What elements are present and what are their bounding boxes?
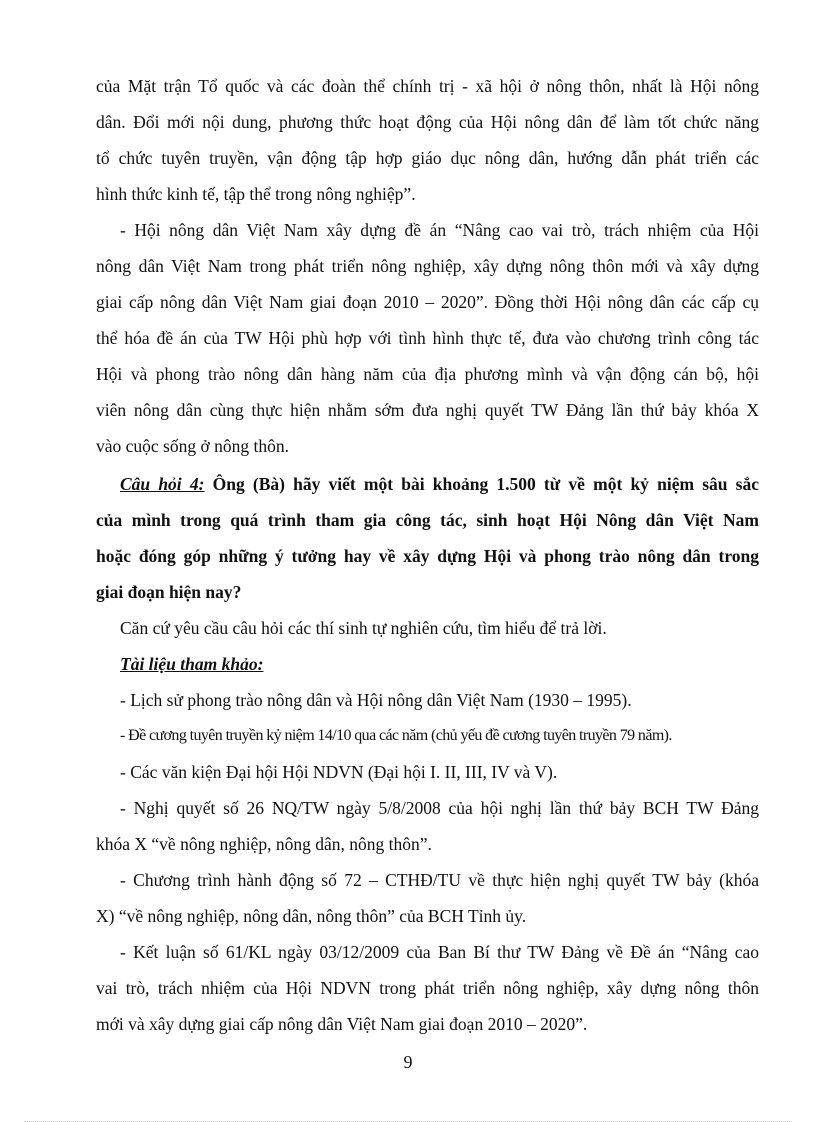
paragraph-line: dân. Đổi mới nội dung, phương thức hoạt động của Hội nông dân để làm tốt chức năng <box>96 112 759 132</box>
reference-item: - Nghị quyết số 26 NQ/TW ngày 5/8/2008 của hội nghị lần thứ bảy BCH TW Đảng <box>120 798 759 818</box>
answer-instruction: Căn cứ yêu cầu câu hỏi các thí sinh tự nghiên cứu, tìm hiểu để trả lời. <box>120 618 607 638</box>
reference-item: mới và xây dựng giai cấp nông dân Việt Nam giai đoạn 2010 – 2020”. <box>96 1014 588 1034</box>
paragraph-line: - Hội nông dân Việt Nam xây dựng đề án “Nâng cao vai trò, trách nhiệm của Hội <box>120 220 759 240</box>
paragraph-line: nông dân Việt Nam trong phát triển nông nghiệp, xây dựng nông thôn mới và xây dựng <box>96 256 759 276</box>
paragraph-line: thể hóa đề án của TW Hội phù hợp với tình hình thực tế, đưa vào chương trình công tác <box>96 328 759 348</box>
reference-item: - Các văn kiện Đại hội Hội NDVN (Đại hội I. II, III, IV và V). <box>120 762 558 782</box>
paragraph-line: hình thức kinh tế, tập thể trong nông nghiệp”. <box>96 184 416 204</box>
reference-item: - Chương trình hành động số 72 – CTHĐ/TU về thực hiện nghị quyết TW bảy (khóa <box>120 870 759 890</box>
reference-item: khóa X “về nông nghiệp, nông dân, nông thôn”. <box>96 834 432 854</box>
paragraph-line: Hội và phong trào nông dân hàng năm của địa phương mình và vận động cán bộ, hội <box>96 364 759 384</box>
question-text: Ông (Bà) hãy viết một bài khoảng 1.500 từ về một kỷ niệm sâu sắc <box>204 474 760 494</box>
paragraph-line: vào cuộc sống ở nông thôn. <box>96 436 289 456</box>
reference-item: vai trò, trách nhiệm của Hội NDVN trong phát triển nông nghiệp, xây dựng nông thôn <box>96 978 759 998</box>
reference-item: - Lịch sử phong trào nông dân và Hội nông dân Việt Nam (1930 – 1995). <box>120 690 632 710</box>
paragraph-line: tổ chức tuyên truyền, vận động tập hợp giáo dục nông dân, hướng dẫn phát triển các <box>96 148 759 168</box>
references-heading: Tài liệu tham khảo: <box>120 654 264 674</box>
question-line <box>120 472 759 496</box>
question-line: của mình trong quá trình tham gia công tác, sinh hoạt Hội Nông dân Việt Nam <box>96 510 759 530</box>
page-number: 9 <box>403 1052 413 1072</box>
question-line: hoặc đóng góp những ý tưởng hay về xây dựng Hội và phong trào nông dân trong <box>96 546 759 566</box>
reference-item: - Đề cương tuyên truyền kỷ niệm 14/10 qua các năm (chủ yếu đề cương tuyên truyền 79 năm). <box>120 727 672 744</box>
paragraph-line: của Mặt trận Tổ quốc và các đoàn thể chính trị - xã hội ở nông thôn, nhất là Hội nông <box>96 76 759 96</box>
reference-item: - Kết luận số 61/KL ngày 03/12/2009 của Ban Bí thư TW Đảng về Đề án “Nâng cao <box>120 942 759 962</box>
page-bottom-rule <box>24 1121 792 1122</box>
question-label: Câu hỏi 4: <box>120 474 205 494</box>
question-line: giai đoạn hiện nay? <box>96 582 242 602</box>
paragraph-line: giai cấp nông dân Việt Nam giai đoạn 2010 – 2020”. Đồng thời Hội nông dân các cấp cụ <box>96 292 759 312</box>
reference-item: X) “về nông nghiệp, nông dân, nông thôn” của BCH Tỉnh ủy. <box>96 906 527 926</box>
paragraph-line: viên nông dân cùng thực hiện nhằm sớm đưa nghị quyết TW Đảng lần thứ bảy khóa X <box>96 400 759 420</box>
